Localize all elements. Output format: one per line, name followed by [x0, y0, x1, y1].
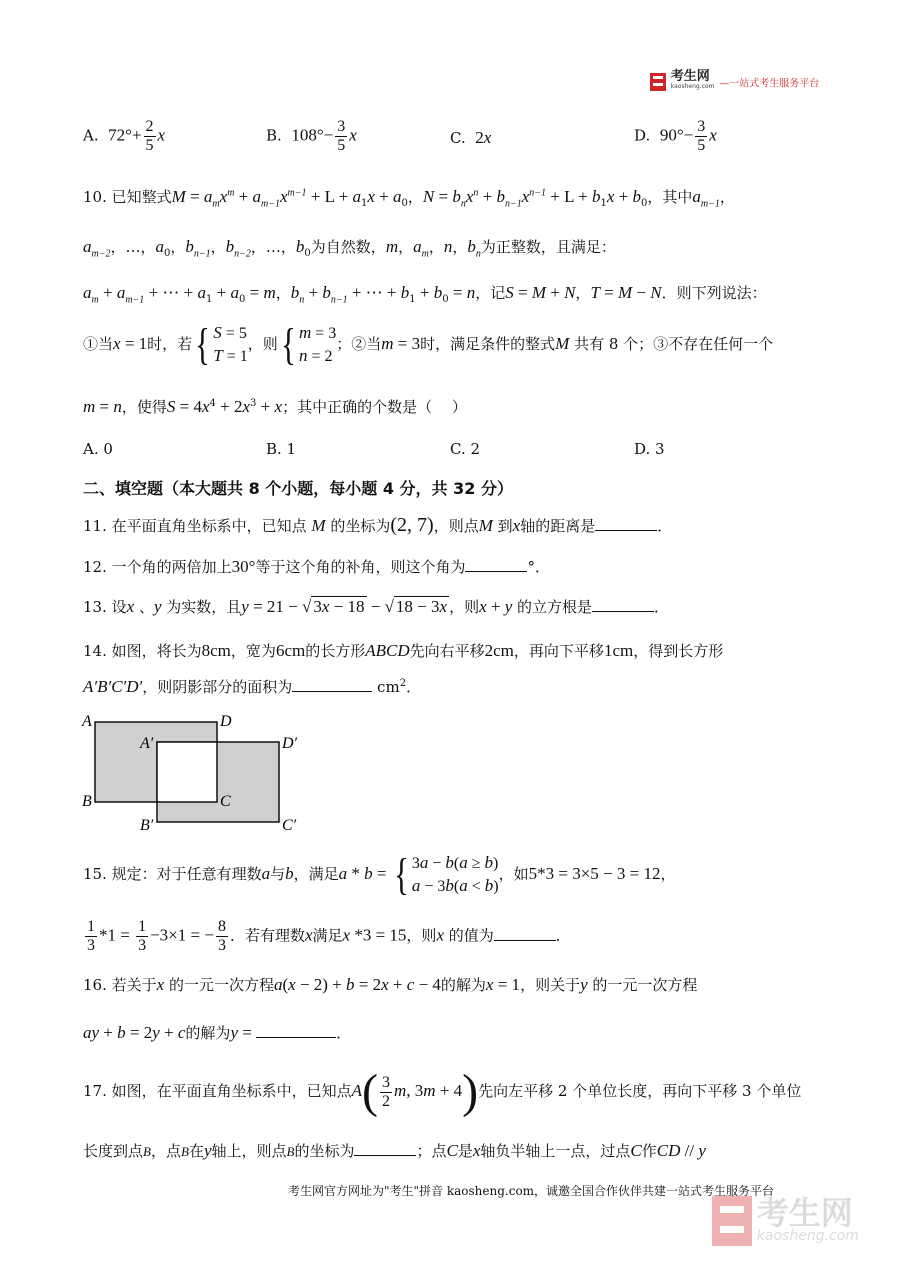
section-title: 二、填空题（本大题共 8 个小题，每小题 4 分，共 32 分） [83, 479, 513, 498]
footer-watermark [712, 1196, 859, 1246]
q10-line3: $a_m + a_{m-1}$ + ⋯ + $a_1 + a_0 = m$，$b_n + b_{n-1}$ + ⋯ + $b_1 + b_0 = n$，记S = M + N，T = M − N．则下列说法： [83, 283, 767, 306]
label-A: A [82, 713, 92, 730]
q10-option-c: C. 2 [450, 440, 481, 458]
q15-line1: 15. 规定：对于任意有理数a与b，满足a * b = { 3a − b(a ≥ b) a − 3b(a < b)，如5*3 = 3×5 − 3 = 12， [83, 850, 676, 899]
logo-icon [650, 73, 666, 91]
label-D: D [220, 713, 232, 730]
q9-option-b: B. 108°− $\frac{3}{5}$ x [266, 118, 357, 154]
overlap-region [157, 742, 217, 802]
footer-text: 考生网官方网址为"考生"拼音 kaosheng.com，诚邀全国合作伙伴共建一站式考生服务平台 [288, 1184, 775, 1198]
q17-line2: 长度到点B，点B在y轴上，则点B的坐标为 ；点C是x轴负半轴上一点，过点C作CD // y [83, 1141, 706, 1160]
q10-line5: m = n，使得$S = 4x^4 + 2x^3 + x$；其中正确的个数是（ ） [83, 397, 467, 416]
q9-option-d: D. 90°− $\frac{3}{5}$ x [634, 118, 717, 154]
watermark-sub: kaosheng.com [756, 1228, 859, 1244]
q16-line2: ay + b = 2y + c的解为y = ． [83, 1023, 352, 1042]
label-B: B [82, 793, 92, 810]
header-logo [650, 69, 820, 92]
q11: 11. 在平面直角坐标系中，已知点 M 的坐标为(2, 7)，则点M 到x轴的距离是 ． [83, 514, 673, 536]
logo-text: 考生网 [670, 69, 710, 84]
q14-line1: 14. 如图，将长为8cm，宽为6cm的长方形ABCD先向右平移2cm，再向下平移1cm，得到长方形 [83, 641, 724, 660]
q10-line4: ①当x = 1时，若{ S = 5 T = 1，则{ m = 3 n = 2；②当m = 3时，满足条件的整式M 共有 8 个；③不存在任何一个 [83, 320, 774, 369]
q10-option-b: B. 1 [266, 440, 297, 458]
watermark-logo-icon [712, 1196, 752, 1246]
label-B1: B′ [140, 817, 154, 834]
q9-option-a: A. 72°+ $\frac{2}{5}$ x [83, 118, 166, 154]
q10-line2: $a_{m-2}$，…，$a_0$，$b_{n-1}$，$b_{n-2}$，…，$b_0$为自然数，m，$a_m$，n，$b_n$为正整数，且满足： [83, 237, 616, 260]
label-C1: C′ [282, 817, 297, 834]
q10-option-d: D. 3 [634, 440, 665, 458]
q12: 12. 一个角的两倍加上30°等于这个角的补角，则这个角为 °． [83, 557, 550, 576]
logo-sub: kaosheng.com [670, 83, 715, 90]
q10-line1: 10. 已知整式$M = a_mx^m + a_{m-1}x^{m-1} + L + a_1x + a_0$，$N = b_nx^n + b_{n-1}x^{n-1} + L + b_1x + b_0$，其中$a_{m-1}$， [83, 187, 735, 210]
label-D1: D′ [282, 735, 298, 752]
q17-line1: 17. 如图，在平面直角坐标系中，已知点A( $\frac{3}{2}$ m, 3m + 4)先向左平移 2 个单位长度，再向下平移 3 个单位 [83, 1065, 802, 1118]
q15-line2: $\frac{1}{3}$ *1 = $\frac{1}{3}$ −3×1 = − $\frac{8}{3}$ ．若有理数x满足x *3 = 15，则x 的值为 ． [87, 918, 571, 954]
header-slogan: —一站式考生服务平台 [719, 78, 820, 90]
watermark-text: 考生网 [756, 1194, 853, 1232]
label-C: C [220, 793, 231, 810]
q13: 13. 设x 、y 为实数，且y = 21 − √ 3x − 18 − √ 18 − 3x ，则x + y 的立方根是 ． [83, 597, 670, 616]
q14-figure [78, 708, 308, 838]
q16-line1: 16. 若关于x 的一元一次方程a(x − 2) + b = 2x + c − 4的解为x = 1，则关于y 的一元一次方程 [83, 975, 698, 994]
label-A1: A′ [140, 735, 154, 752]
q10-option-a: A. 0 [83, 440, 113, 458]
q14-line2: A′B′C′D′，则阴影部分的面积为 $cm^2$． [83, 677, 422, 696]
q9-option-c: C. 2x [450, 128, 492, 147]
